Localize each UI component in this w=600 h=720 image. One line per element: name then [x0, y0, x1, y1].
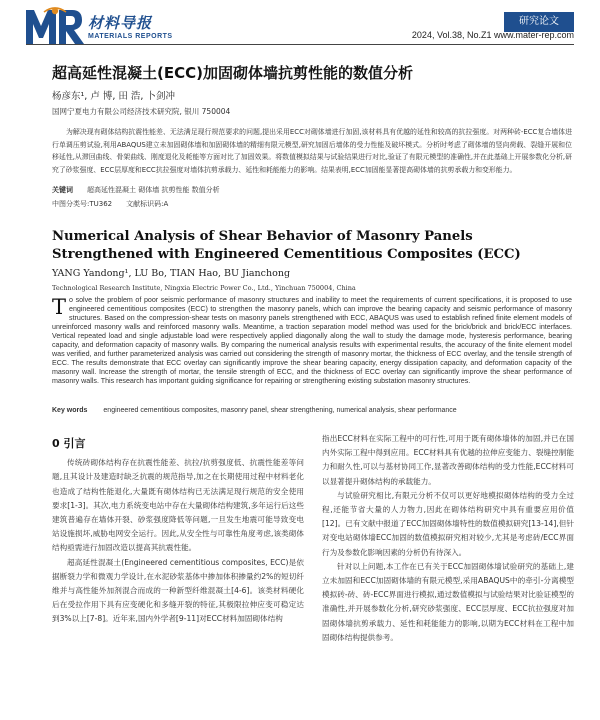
issue-line: 2024, Vol.38, No.Z1 www.mater-rep.com [411, 30, 574, 40]
section-badge: 研究论文 [504, 12, 574, 32]
body-paragraph: 超高延性混凝土(Engineered cementitious composites, ECC)是依据断裂力学和微观力学设计,在水泥砂浆基体中掺加体积掺量约2%的短切纤维并与高性能外加剂混合而成的一种新型纤维混凝土[4-6]。该类材料硬化后在受拉作用下具有应变硬化和多缝开裂的特征,其极限拉伸应变可稳定达到3%以上[7-8]。近年来,国内外学者[9-11]对ECC材料加固砌体结构 [52, 557, 304, 624]
page-header [0, 0, 600, 52]
body-paragraph: 指出ECC材料在实际工程中的可行性,可用于既有砌体墙体的加固,并已在国内外实际工程中得到应用。ECC材料具有优越的拉伸应变能力、裂缝控制能力和耐久性,可以与基材协同工作,显著改善砌体结构的受力性能,ECC材料可以显著提升砌体结构的承载能力。 [322, 434, 574, 486]
body-column-right [322, 432, 574, 645]
header-rule [26, 44, 574, 45]
body-paragraph: 针对以上问题,本工作在已有关于ECC加固砌体墙试验研究的基础上,建立未加固和ECC加固砌体墙的有限元模型,采用ABAQUS中的牵引-分离模型模拟砖-砖、砖-ECC界面进行模拟,通过数值模拟与试验结果对比验证模型的准确性,并开展参数化分析,研究砂浆强度、ECC层厚度、ECC抗拉强度对加固砌体墙抗剪承载力、延性和耗能能力的影响,以期为ECC材料在工程中加固砌体结构提供参考。 [322, 561, 574, 642]
mr-logo-icon [24, 6, 86, 46]
keywords-label-en: Key words [52, 407, 88, 414]
classification-line [52, 199, 182, 209]
abstract-en-text: o solve the problem of poor seismic performance of masonry structures and inability to meet the requirements of current specifications, it is proposed to use engineered cementitious composites (ECC) to strengthen the masonry panels, which can improve the bearing capacity and seismic performance of masonry structures. Based on the compression-shear tests on masonry panels strengthened with ECC, ABAQUS was used to establish refined finite element models of unreinforced masonry walls and reinforced masonry walls. Meantime, a traction separation model method was used for the brick/brick and brick/ECC interfaces. Vertical repeated load and single adjustable load were respectively applied diagonally along the wall to study the damage mode, hysteresis performance, bearing capacity, and deformation capacity of masonry walls. By comparing the numerical analysis results with experimental results, the accuracy of the finite element model was verified, and further parameterized analysis was carried out considering the strength of masonry mortar, the thickness of ECC overlay, and the tensile strength of ECC. The results demonstrate that ECC overlay can significantly improve the shear bearing capacity, energy dissipation capacity, and deformation capacity of the masonry wall. Increase the strength of mortar, the tensile strength of ECC, and the thickness of ECC overlay can significantly improve the shear performance of masonry walls. This research has important guiding significance for repairing or strengthening existing substation masonry structures. [52, 296, 572, 386]
authors-en: YANG Yandong¹, LU Bo, TIAN Hao, BU Jianchong [52, 268, 291, 279]
journal-name-cn: 材料导报 [88, 14, 153, 32]
document-code: 文献标识码:A [126, 200, 169, 208]
abstract-en [52, 296, 572, 386]
body-paragraph: 与试验研究相比,有限元分析不仅可以更好地模拟砌体结构的受力全过程,还能节省大量的人力物力,因此在砌体结构研究中具有重要应用价值[12]。已有文献中报道了ECC加固砌体墙特性的数值模拟研究[13-14],但针对变电站砌体墙ECC加固的数值模拟研究相对较少,尤其是考虑砖/ECC界面行为及参数化影响因素的分析仍有待深入。 [322, 490, 574, 557]
authors-cn: 杨彦东¹, 卢 博, 田 浩, 卜剑冲 [52, 91, 175, 102]
affiliation-cn: 国网宁夏电力有限公司经济技术研究院, 银川 750004 [52, 107, 231, 116]
journal-logo [24, 6, 224, 46]
keywords-text-cn: 超高延性混凝土 砌体墙 抗剪性能 数值分析 [87, 186, 220, 194]
clc-number: 中图分类号:TU362 [52, 200, 113, 208]
keywords-label-cn: 关键词 [52, 186, 73, 194]
keywords-cn [52, 185, 220, 195]
abstract-cn: 为解决现有砌体结构抗震性能差、无法满足现行规范要求的问题,提出采用ECC对砌体墙进行加固,该材料具有优越的延性和较高的抗拉强度。对两种砖-ECC复合墙体进行单调压剪试验,利用ABAQUS建立未加固砌体墙和加固砌体墙的精细有限元模型,研究加固后墙体的受力性能及破坏模式。分析时考虑了砌体墙的竖向荷载、裂缝开展和位移延性,从滞回曲线、骨架曲线、刚度退化及耗能等方面对比了加固效果。将数值模拟结果与试验结果进行对比,验证了有限元模型的准确性,并在此基础上开展参数化分析,研究了砂浆强度、ECC层厚度和ECC抗拉强度对墙体抗剪承载力、延性和耗能能力的影响。结果表明,ECC加固能显著提高砌体墙的抗剪承载力和变形能力。 [52, 128, 572, 174]
keywords-en [52, 407, 457, 414]
body-paragraph: 传统砖砌体结构存在抗震性能差、抗拉/抗剪强度低、抗震性能差等问题,且其设计及建造时缺乏抗震的规范指导,加之在长期使用过程中材料老化也造成了结构性能退化,大量既有砌体结构已无法满足现行规范的安全使用要求[1-3]。其次,电力系统变电站中存在大量砌体结构建筑,多年运行后这些建筑普遍存在墙体开裂、砂浆强度降低等问题,一旦发生地震可能导致变电站设施损坏,威胁电网安全运行。因此,从安全性与可靠性角度考虑,该类砌体结构亟需进行加固改造以提高其抗震性能。 [52, 458, 304, 553]
body-column-left [52, 435, 304, 627]
title-cn: 超高延性混凝土(ECC)加固砌体墙抗剪性能的数值分析 [52, 64, 413, 82]
keywords-text-en: engineered cementitious composites, masonry panel, shear strengthening, numerical analysis, shear performance [103, 407, 457, 414]
affiliation-en: Technological Research Institute, Ningxia Electric Power Co., Ltd., Yinchuan 750004, China [52, 284, 356, 292]
section-heading-intro: 0 引言 [52, 437, 86, 450]
abstract-dropcap: T [52, 295, 67, 319]
journal-name-en: MATERIALS REPORTS [88, 33, 173, 40]
title-en: Numerical Analysis of Shear Behavior of Masonry Panels Strengthened with Engineered Cementitious Composites (ECC) [52, 229, 521, 262]
